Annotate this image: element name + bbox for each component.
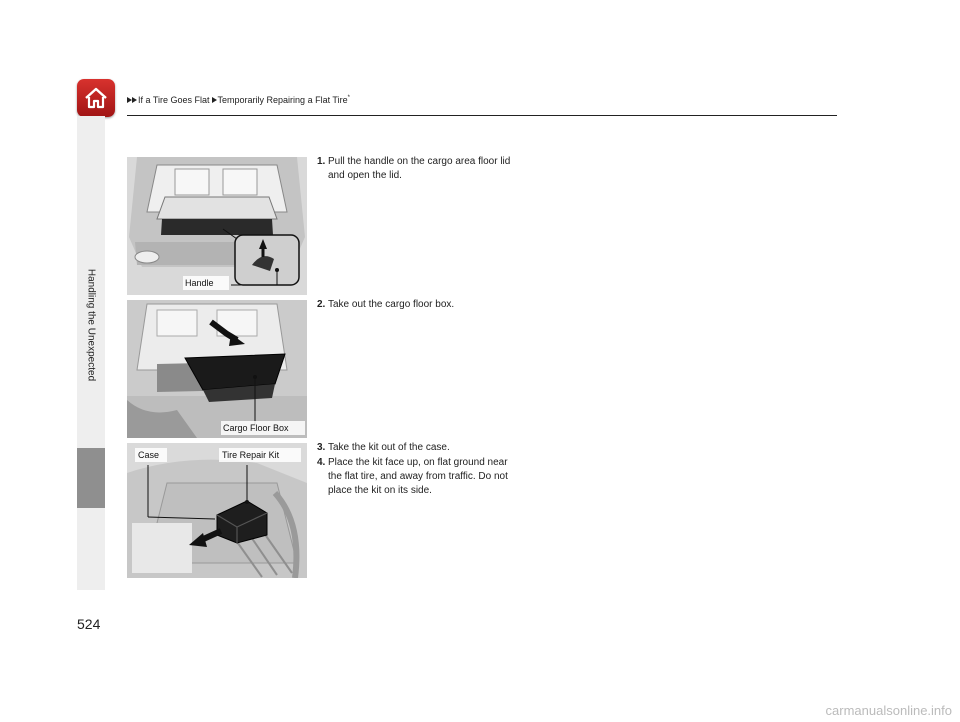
step-number: 1. <box>317 156 326 167</box>
callout-handle: Handle <box>185 278 214 288</box>
step-number: 2. <box>317 299 326 310</box>
watermark: carmanualsonline.info <box>825 703 952 718</box>
section-label: Handling the Unexpected <box>85 268 97 382</box>
callout-cargo-floor-box: Cargo Floor Box <box>223 423 289 433</box>
home-button[interactable] <box>77 79 115 117</box>
figure-cargo-floor-lid <box>127 157 307 295</box>
step-text: and open the lid. <box>328 170 402 181</box>
step-text: place the kit on its side. <box>328 485 432 496</box>
step-text: Take out the cargo floor box. <box>328 299 455 310</box>
page-number: 524 <box>77 616 101 632</box>
breadcrumb-link-repair[interactable]: Temporarily Repairing a Flat Tire <box>217 95 348 105</box>
step-4 <box>317 456 567 498</box>
step-1 <box>317 155 567 183</box>
step-number: 3. <box>317 442 326 453</box>
side-index-tab[interactable] <box>77 448 105 508</box>
step-2 <box>317 298 567 312</box>
callout-tire-repair-kit: Tire Repair Kit <box>222 450 280 460</box>
step-text: Place the kit face up, on flat ground near <box>328 457 508 468</box>
step-text: Pull the handle on the cargo area floor lid <box>328 156 511 167</box>
breadcrumb <box>127 95 350 105</box>
step-text: Take the kit out of the case. <box>328 442 450 453</box>
figure-cargo-floor-box <box>127 300 307 438</box>
header-rule <box>127 115 837 116</box>
breadcrumb-link-flat[interactable]: If a Tire Goes Flat <box>138 95 210 105</box>
footnote-marker: * <box>347 95 350 101</box>
step-number: 4. <box>317 457 326 468</box>
step-3 <box>317 441 567 455</box>
step-text: the flat tire, and away from traffic. Do not <box>328 471 508 482</box>
home-icon <box>82 84 110 112</box>
figure-tire-repair-kit <box>127 443 307 578</box>
callout-case: Case <box>138 450 160 460</box>
